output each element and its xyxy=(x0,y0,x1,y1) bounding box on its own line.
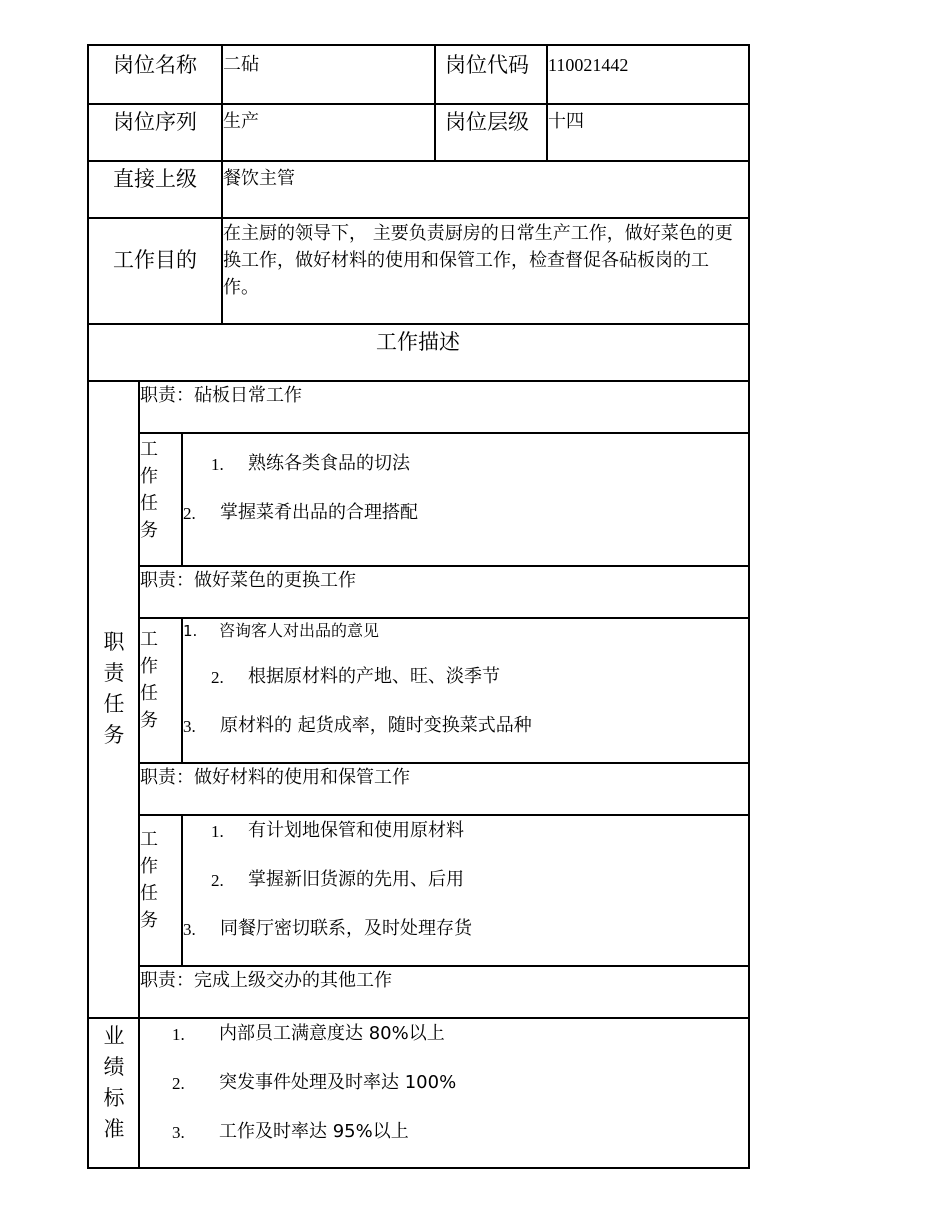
purpose-value: 在主厨的领导下， 主要负责厨房的日常生产工作，做好菜色的更换工作，做好材料的使用和保管工作，检查督促各砧板岗的工作。 xyxy=(223,223,733,298)
task-number: 1. xyxy=(211,822,224,841)
grid-line xyxy=(434,44,436,162)
position-level-value: 十四 xyxy=(548,111,584,132)
task-item: 原材料的 起货成率，随时变换菜式品种 xyxy=(220,715,532,736)
position-sequence-value: 生产 xyxy=(223,111,259,132)
performance-item: 工作及时率达 95%以上 xyxy=(219,1121,409,1142)
position-level-label: 岗位层级 xyxy=(445,110,529,134)
task-item: 咨询客人对出品的意见 xyxy=(219,621,380,640)
position-code-value: 110021442 xyxy=(548,55,629,75)
task-label: 工作任务 xyxy=(140,629,158,731)
task-label: 工作任务 xyxy=(140,829,158,931)
grid-line xyxy=(87,44,89,1169)
task-number: 1. xyxy=(183,622,198,640)
grid-line xyxy=(87,380,750,382)
grid-line xyxy=(87,44,750,46)
section-title: 工作描述 xyxy=(376,330,460,354)
position-name-value: 二砧 xyxy=(223,54,259,75)
grid-line xyxy=(181,814,183,967)
task-item: 同餐厅密切联系，及时处理存货 xyxy=(220,918,472,939)
position-sequence-label: 岗位序列 xyxy=(113,110,197,134)
task-item: 熟练各类食品的切法 xyxy=(248,453,410,474)
task-item: 根据原材料的产地、旺、淡季节 xyxy=(248,666,500,687)
task-item: 掌握新旧货源的先用、后用 xyxy=(248,869,464,890)
grid-line xyxy=(138,814,750,816)
standard-number: 3. xyxy=(172,1123,185,1142)
task-number: 3. xyxy=(183,717,196,736)
grid-line xyxy=(138,565,750,567)
grid-line xyxy=(87,323,750,325)
grid-line xyxy=(138,762,750,764)
duty-title: 职责：做好菜色的更换工作 xyxy=(140,570,356,591)
standard-number: 1. xyxy=(172,1025,185,1044)
grid-line xyxy=(87,103,750,105)
grid-line xyxy=(138,432,750,434)
duty-title: 职责：做好材料的使用和保管工作 xyxy=(140,767,410,788)
supervisor-label: 直接上级 xyxy=(113,167,197,191)
task-number: 1. xyxy=(211,455,224,474)
grid-line xyxy=(87,1017,750,1019)
grid-line xyxy=(87,160,750,162)
supervisor-value: 餐饮主管 xyxy=(223,168,295,189)
purpose-label: 工作目的 xyxy=(113,248,197,272)
grid-line xyxy=(87,1167,750,1169)
duties-label: 职责任务 xyxy=(103,630,125,747)
standard-number: 2. xyxy=(172,1074,185,1093)
grid-line xyxy=(748,44,750,1169)
task-number: 2. xyxy=(183,504,196,523)
duty-title: 职责：完成上级交办的其他工作 xyxy=(140,970,392,991)
position-code-label: 岗位代码 xyxy=(445,53,529,77)
grid-line xyxy=(138,617,750,619)
task-number: 2. xyxy=(211,871,224,890)
grid-line xyxy=(181,432,183,567)
grid-line xyxy=(87,217,750,219)
performance-label: 业绩标准 xyxy=(103,1024,125,1141)
task-item: 掌握菜肴出品的合理搭配 xyxy=(220,502,418,523)
task-number: 2. xyxy=(211,668,224,687)
task-label: 工作任务 xyxy=(140,439,158,541)
task-item: 有计划地保管和使用原材料 xyxy=(248,820,464,841)
grid-line xyxy=(138,965,750,967)
position-name-label: 岗位名称 xyxy=(113,53,197,77)
duty-title: 职责：砧板日常工作 xyxy=(140,385,302,406)
task-number: 3. xyxy=(183,920,196,939)
performance-item: 突发事件处理及时率达 100% xyxy=(219,1072,457,1093)
performance-item: 内部员工满意度达 80%以上 xyxy=(219,1023,445,1044)
